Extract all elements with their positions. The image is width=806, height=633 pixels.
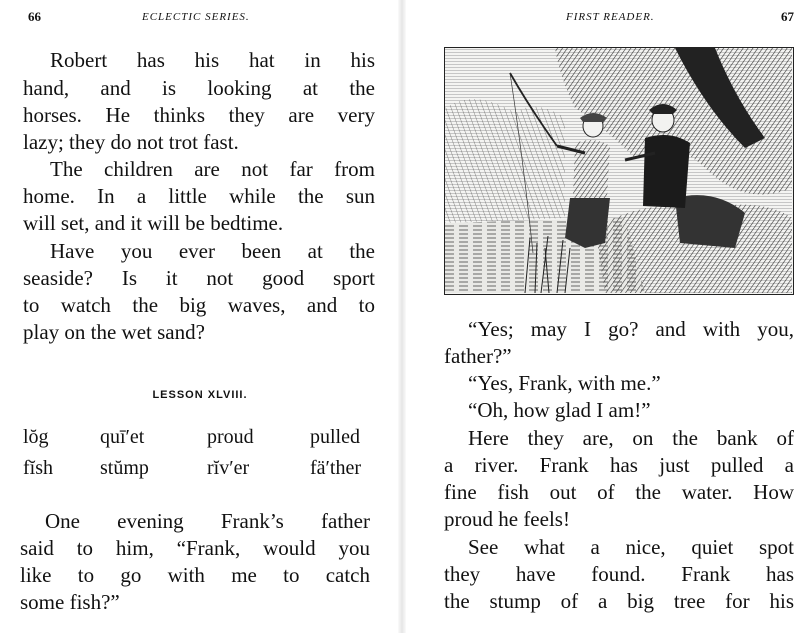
text-line: said to him, “Frank, would you — [20, 536, 370, 560]
text-line: they have found. Frank has — [444, 562, 794, 586]
text-line: Have you ever been at the — [50, 239, 375, 263]
text-line: proud he feels! — [444, 507, 570, 531]
fishing-engraving-illustration — [444, 47, 794, 295]
left-page — [0, 0, 400, 633]
text-line: “Yes, Frank, with me.” — [468, 371, 661, 395]
text-line: “Yes; may I go? and with you, — [468, 317, 794, 341]
text-line: horses. He thinks they are very — [23, 103, 375, 127]
text-line: hand, and is looking at the — [23, 76, 375, 100]
text-line: some fish?” — [20, 590, 120, 614]
text-line: will set, and it will be bedtime. — [23, 211, 284, 235]
vocab-word: lŏg — [23, 426, 49, 448]
text-line: the stump of a big tree for his — [444, 589, 794, 613]
text-line: lazy; they do not trot fast. — [23, 130, 239, 154]
text-line: The children are not far from — [50, 157, 375, 181]
lesson-heading: LESSON XLVIII. — [152, 389, 248, 401]
vocab-word: quī′et — [100, 426, 145, 448]
text-line: a river. Frank has just pulled a — [444, 453, 794, 477]
text-line: play on the wet sand? — [23, 320, 205, 344]
text-line: father?” — [444, 344, 512, 368]
vocab-word: proud — [207, 426, 254, 448]
vocab-word: rĭv′er — [207, 457, 250, 479]
text-line: “Oh, how glad I am!” — [468, 398, 651, 422]
text-line: seaside? Is it not good sport — [23, 266, 375, 290]
running-head: FIRST READER. — [566, 11, 655, 23]
vocab-word: fĭsh — [23, 457, 53, 479]
text-line: See what a nice, quiet spot — [468, 535, 794, 559]
text-line: to watch the big waves, and to — [23, 293, 375, 317]
text-line: fine fish out of the water. How — [444, 480, 794, 504]
text-line: One evening Frank’s father — [45, 509, 370, 533]
vocab-word: pulled — [310, 426, 360, 448]
text-line: Robert has his hat in his — [50, 48, 375, 72]
running-head: ECLECTIC SERIES. — [142, 11, 250, 23]
text-line: like to go with me to catch — [20, 563, 370, 587]
vocab-word: stŭmp — [100, 457, 149, 479]
page-number: 67 — [781, 9, 794, 24]
text-line: home. In a little while the sun — [23, 184, 375, 208]
page-number: 66 — [28, 9, 41, 24]
vocab-word: fä′ther — [310, 457, 362, 479]
text-line: Here they are, on the bank of — [468, 426, 794, 450]
